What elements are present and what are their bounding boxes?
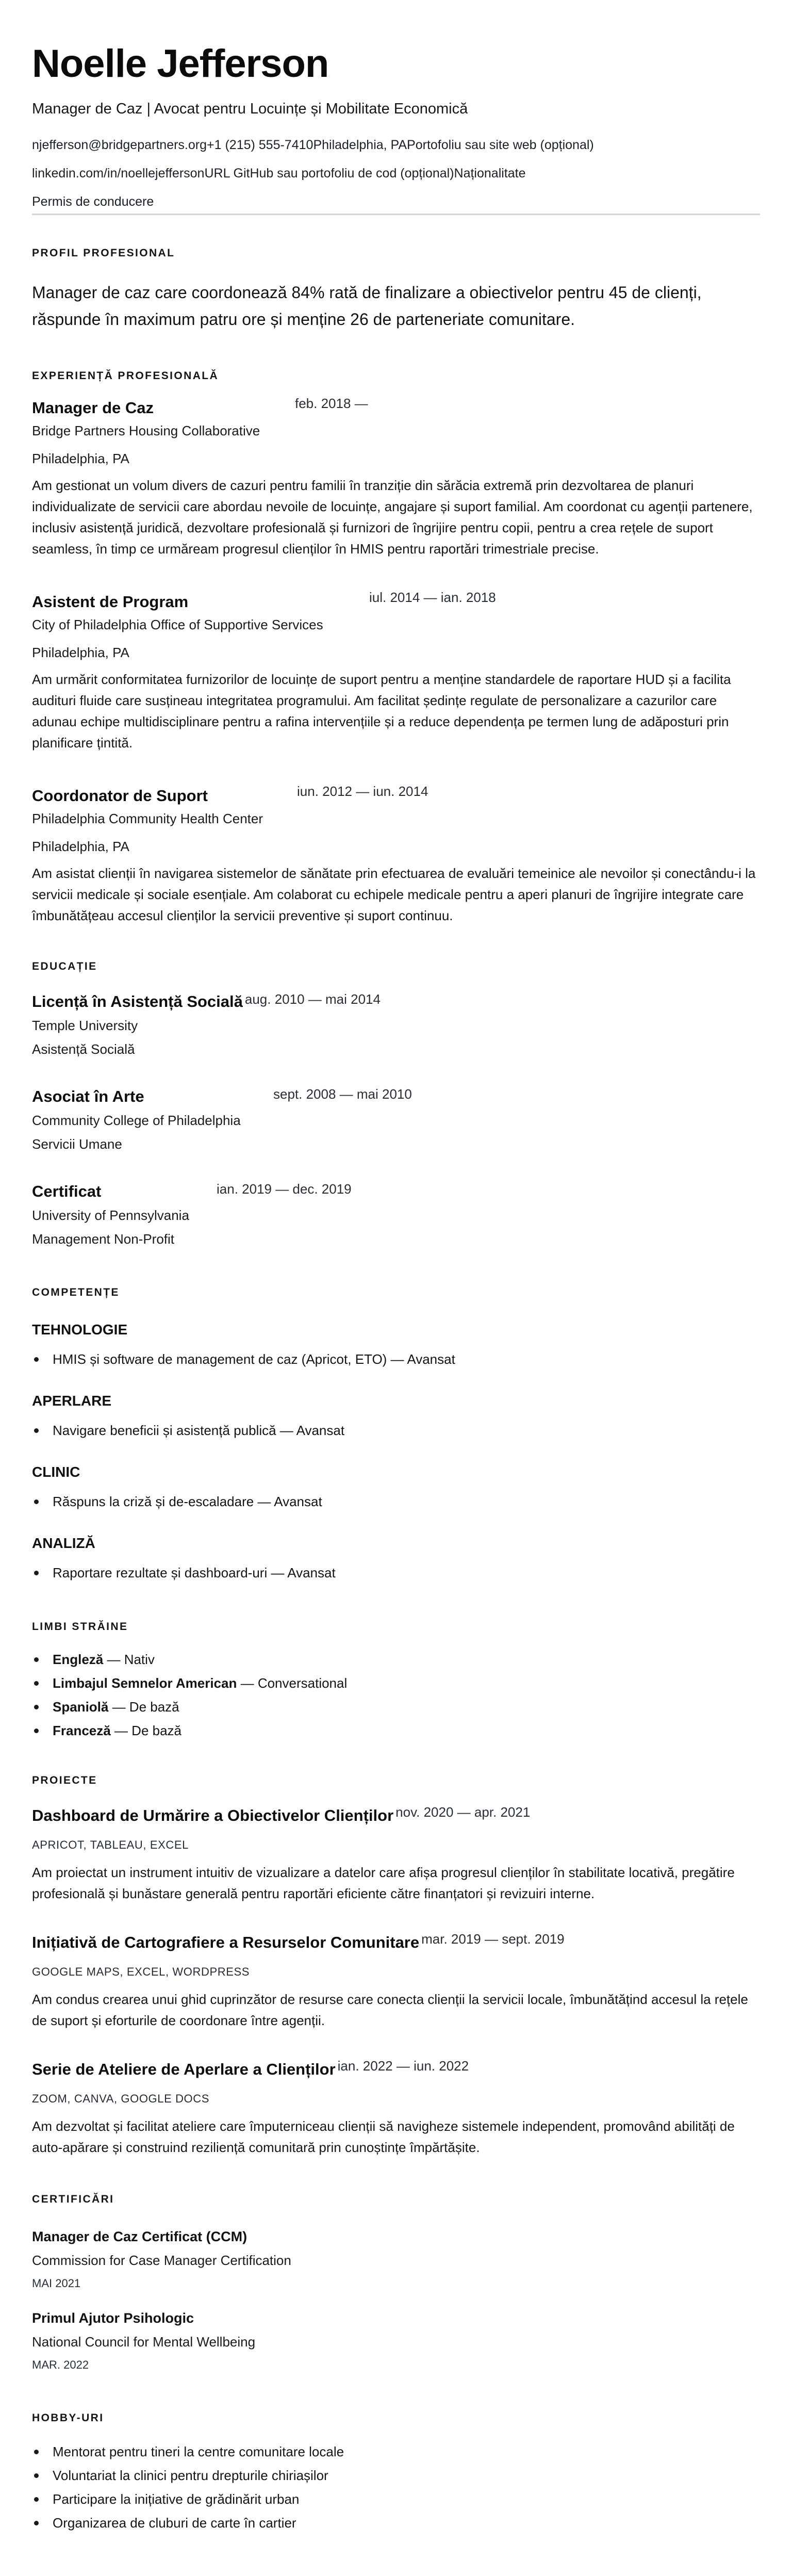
hobby-item: Voluntariat la clinici pentru drepturile chiriașilor [32, 2464, 760, 2487]
project-tools: APRICOT, TABLEAU, EXCEL [32, 1838, 189, 1851]
resume-header [32, 0, 760, 215]
section-title: PROFIL PROFESIONAL [32, 247, 175, 259]
drivers-license: Permis de conducere [32, 194, 154, 209]
employer-name: Bridge Partners Housing Collaborative [32, 423, 260, 438]
project-dates: ian. 2022 — iun. 2022 [337, 2058, 469, 2074]
language-item [32, 1648, 760, 1671]
degree-title: Licență în Asistență Socială [32, 992, 243, 1010]
section-hobbies [32, 2373, 760, 2576]
section-title: COMPETENȚE [32, 1286, 120, 1298]
hobbies-list [32, 2440, 760, 2535]
language-level: — De bază [108, 1699, 179, 1715]
education-entry [32, 1181, 760, 1248]
section-title: LIMBI STRĂINE [32, 1621, 128, 1633]
section-experience [32, 333, 760, 926]
language-level: — De bază [110, 1723, 182, 1738]
job-description: Am gestionat un volum divers de cazuri pentru familii în tranziție din sărăcia extremă prin dezvoltarea de planuri individualizate de servicii care abordau nevoile de locuințe, angajare și suport familial. Am coordonat cu agenții partenere, inclusiv asistență juridică, dezvoltare profesională și furnizori de îngrijire pentru copii, pentru a crea rețele de suport seamless, în timp ce urmăream progresul clienților în HMIS pentru raportări trimestriale precise. [32, 478, 753, 557]
skill-item: Răspuns la criză și de-escaladare — Avansat [32, 1490, 760, 1513]
project-name: Inițiativă de Cartografiere a Resurselor Comunitare [32, 1933, 420, 1951]
project-dates: nov. 2020 — apr. 2021 [395, 1804, 531, 1820]
project-description: Am proiectat un instrument intuitiv de vizualizare a datelor care afișa progresul clienților în stabilitate locativă, pregătire profesională și bunăstare generală pentru raportări eficiente către finanțatori și revizuiri interne. [32, 1865, 735, 1901]
section-certifications [32, 2158, 760, 2373]
degree-title: Asociat în Arte [32, 1087, 144, 1105]
experience-entry [32, 786, 760, 926]
language-name: Limbajul Semnelor American [53, 1675, 237, 1691]
hobby-item: Organizarea de cluburi de carte în cartier [32, 2511, 760, 2535]
employer-name: City of Philadelphia Office of Supportive Services [32, 617, 323, 632]
degree-title: Certificat [32, 1182, 102, 1200]
entry-header [32, 786, 760, 806]
project-entry [32, 2059, 760, 2158]
entry-header [32, 1805, 760, 1826]
section-title: EXPERIENȚĂ PROFESIONALĂ [32, 370, 219, 382]
skill-list [32, 1561, 760, 1585]
skill-category: APERLARE [32, 1393, 112, 1409]
contact-row [32, 137, 760, 153]
candidate-name: Noelle Jefferson [32, 42, 329, 86]
skill-item: Raportare rezultate și dashboard-uri — Avansat [32, 1561, 760, 1585]
certification-date: MAI 2021 [32, 2277, 81, 2290]
project-tools: ZOOM, CANVA, GOOGLE DOCS [32, 2092, 210, 2105]
education-dates: ian. 2019 — dec. 2019 [217, 1181, 352, 1197]
project-entry [32, 1805, 760, 1904]
field-of-study: Management Non-Profit [32, 1231, 175, 1247]
section-title: EDUCAȚIE [32, 960, 97, 972]
job-location: Philadelphia, PA [32, 645, 129, 660]
entry-header [32, 1181, 760, 1202]
contact-row [32, 166, 760, 181]
field-of-study: Servicii Umane [32, 1136, 122, 1152]
section-languages [32, 1585, 760, 1742]
skill-item: Navigare beneficii și asistență publică — Avansat [32, 1419, 760, 1442]
certification-date: MAR. 2022 [32, 2358, 89, 2371]
language-name: Engleză [53, 1652, 104, 1667]
section-title: PROIECTE [32, 1774, 97, 1786]
section-title: HOBBY-URI [32, 2412, 104, 2424]
job-location: Philadelphia, PA [32, 839, 129, 854]
skill-item: HMIS și software de management de caz (Apricot, ETO) — Avansat [32, 1347, 760, 1371]
contact-info [32, 137, 760, 209]
section-education [32, 926, 760, 1248]
nationality: Naționalitate [454, 166, 526, 181]
field-of-study: Asistență Socială [32, 1041, 135, 1057]
job-dates: feb. 2018 — [295, 396, 368, 411]
project-dates: mar. 2019 — sept. 2019 [421, 1931, 565, 1947]
entry-header [32, 991, 760, 1012]
github-link[interactable]: URL GitHub sau portofoliu de cod (opțional) [204, 166, 454, 181]
certification-name: Primul Ajutor Psihologic [32, 2310, 194, 2326]
section-skills [32, 1248, 760, 1585]
education-dates: sept. 2008 — mai 2010 [273, 1086, 412, 1102]
job-location: Philadelphia, PA [32, 451, 129, 466]
project-entry [32, 1932, 760, 2031]
certification-issuer: National Council for Mental Wellbeing [32, 2334, 256, 2350]
job-dates: iun. 2012 — iun. 2014 [297, 784, 428, 799]
entry-header [32, 2059, 760, 2080]
job-title: Asistent de Program [32, 593, 189, 611]
language-name: Franceză [53, 1723, 111, 1738]
skill-list [32, 1347, 760, 1371]
email-link[interactable]: njefferson@bridgepartners.org [32, 138, 207, 152]
project-name: Serie de Ateliere de Aperlare a Clienților [32, 2060, 336, 2078]
language-level: — Conversational [237, 1675, 348, 1691]
job-title: Coordonator de Suport [32, 787, 208, 805]
certification-entry [32, 2309, 760, 2373]
skill-category: CLINIC [32, 1464, 80, 1480]
school-name: Community College of Philadelphia [32, 1113, 241, 1128]
candidate-headline: Manager de Caz | Avocat pentru Locuințe și Mobilitate Economică [32, 101, 468, 117]
section-profile [32, 215, 760, 333]
entry-header [32, 1932, 760, 1953]
job-dates: iul. 2014 — ian. 2018 [369, 590, 496, 605]
hobby-item: Participare la inițiative de grădinărit urban [32, 2487, 760, 2511]
entry-header [32, 398, 760, 418]
skill-list [32, 1490, 760, 1513]
linkedin-link[interactable]: linkedin.com/in/noellejefferson [32, 166, 205, 181]
education-entry [32, 1086, 760, 1153]
certification-name: Manager de Caz Certificat (CCM) [32, 2229, 248, 2244]
employer-name: Philadelphia Community Health Center [32, 811, 263, 826]
school-name: University of Pennsylvania [32, 1208, 189, 1223]
language-item [32, 1719, 760, 1742]
languages-list [32, 1648, 760, 1742]
language-name: Spaniolă [53, 1699, 109, 1715]
portfolio-link[interactable]: Portofoliu sau site web (opțional) [407, 138, 594, 152]
job-description: Am urmărit conformitatea furnizorilor de locuințe de suport pentru a menține standardele de raportare HUD și a facilita audituri fluide care susțineau integritatea programului. Am facilitat ședințe regulate de personalizare a cazurilor care adunau echipe multidisciplinare pentru a rafina intervențiile și a reduce dependența pe termen lung de adăposturi prin planificare țintită. [32, 672, 731, 751]
phone-number: +1 (215) 555-7410 [207, 138, 314, 152]
section-title: CERTIFICĂRI [32, 2193, 114, 2205]
education-entry [32, 991, 760, 1058]
education-dates: aug. 2010 — mai 2014 [244, 991, 381, 1007]
project-description: Am dezvoltat și facilitat ateliere care împuterniceau clienții să navigheze sistemele independent, promovând abilități de auto-apărare și construind reziliență comunitară prin cunoștințe împărtășite. [32, 2118, 735, 2155]
profile-summary: Manager de caz care coordonează 84% rată de finalizare a obiectivelor pentru 45 de clienți, răspunde în maximum patru ore și menține 26 de parteneriate comunitare. [32, 283, 702, 329]
hobby-item: Mentorat pentru tineri la centre comunitare locale [32, 2440, 760, 2464]
section-projects [32, 1742, 760, 2158]
job-title: Manager de Caz [32, 399, 154, 417]
language-item [32, 1695, 760, 1719]
project-name: Dashboard de Urmărire a Obiectivelor Clienților [32, 1806, 394, 1824]
experience-entry [32, 398, 760, 560]
certification-issuer: Commission for Case Manager Certification [32, 2253, 291, 2268]
language-level: — Nativ [103, 1652, 155, 1667]
skill-list [32, 1419, 760, 1442]
skill-category: TEHNOLOGIE [32, 1322, 128, 1338]
job-description: Am asistat clienții în navigarea sistemelor de sănătate prin efectuarea de evaluări temeinice ale nevoilor și conectându-i la servicii medicale și sociale esențiale. Am colaborat cu echipele medicale pentru a aperi planuri de îngrijire integrate care îmbunătățeau accesul clienților la servicii preventive și suport continuu. [32, 866, 756, 923]
school-name: Temple University [32, 1018, 138, 1033]
location: Philadelphia, PA [313, 138, 407, 152]
experience-entry [32, 592, 760, 754]
language-item [32, 1671, 760, 1695]
project-tools: GOOGLE MAPS, EXCEL, WORDPRESS [32, 1965, 250, 1978]
project-description: Am condus crearea unui ghid cuprinzător de resurse care conecta clienții la servicii locale, îmbunătățind accesul la rețele de suport și eforturile de coordonare între agenții. [32, 1992, 748, 2028]
skill-category: ANALIZĂ [32, 1535, 95, 1551]
entry-header [32, 1086, 760, 1107]
entry-header [32, 592, 760, 612]
certification-entry [32, 2227, 760, 2291]
contact-row [32, 194, 760, 209]
